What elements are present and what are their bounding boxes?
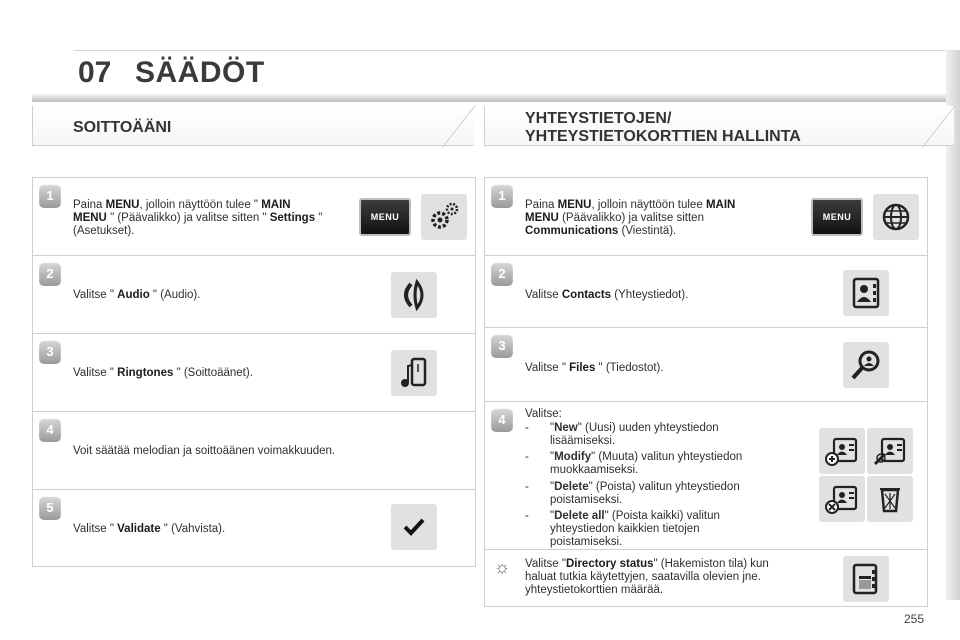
page-number: 255 — [904, 612, 925, 626]
menu-button[interactable]: MENU — [359, 198, 411, 236]
chapter-title: SÄÄDÖT — [135, 56, 265, 89]
step-badge: 1 — [491, 184, 513, 208]
list-item-delete: - "Delete" (Poista) valitun yhteystiedon poistamiseksi. — [525, 481, 740, 506]
step-badge: 1 — [39, 184, 61, 208]
chapter-underline — [32, 94, 952, 102]
step-2-text: Valitse Contacts (Yhteystiedot). — [525, 289, 689, 301]
menu-button[interactable]: MENU — [811, 198, 863, 236]
right-heading-line-1: YHTEYSTIETOJEN/ — [525, 110, 672, 127]
directory-status-icon — [843, 556, 889, 602]
left-step-3 — [33, 334, 475, 412]
step-badge: 5 — [39, 496, 61, 520]
step-4-intro: Valitse: — [525, 408, 562, 420]
right-step-1 — [485, 178, 927, 256]
left-steps-panel — [32, 177, 476, 567]
tip-sun-icon: ☼ — [493, 557, 511, 577]
delete-contact-icon — [819, 476, 865, 522]
audio-icon — [391, 272, 437, 318]
right-step-tip — [485, 550, 927, 608]
communications-globe-icon — [873, 194, 919, 240]
step-1-text: Paina MENU, jolloin näyttöön tulee MAIN MENU (Päävalikko) ja valitse sitten Communications (Viestintä). — [525, 199, 736, 237]
step-5-text: Valitse " Validate " (Vahvista). — [73, 523, 226, 535]
settings-gears-icon — [421, 194, 467, 240]
step-2-text: Valitse " Audio " (Audio). — [73, 289, 201, 301]
step-badge: 2 — [39, 262, 61, 286]
chapter-number: 07 — [78, 56, 112, 89]
contacts-card-icon — [843, 270, 889, 316]
right-steps-panel — [484, 177, 928, 607]
right-step-3 — [485, 328, 927, 402]
chapter-header — [32, 50, 952, 102]
step-badge: 3 — [39, 340, 61, 364]
left-step-1 — [33, 178, 475, 256]
modify-contact-icon — [867, 428, 913, 474]
left-step-4 — [33, 412, 475, 490]
delete-all-trash-icon — [867, 476, 913, 522]
list-item-new: - "New" (Uusi) uuden yhteystiedon lisäämiseksi. — [525, 422, 719, 447]
left-step-2 — [33, 256, 475, 334]
new-contact-icon — [819, 428, 865, 474]
right-step-4 — [485, 402, 927, 550]
left-section-heading — [32, 106, 474, 146]
step-badge: 3 — [491, 334, 513, 358]
step-3-text: Valitse " Ringtones " (Soittoäänet). — [73, 367, 253, 379]
step-badge: 2 — [491, 262, 513, 286]
files-search-icon — [843, 342, 889, 388]
list-item-delete-all: - "Delete all" (Poista kaikki) valitun yhteystiedon kaikkien tietojen poistamiseksi. — [525, 510, 720, 548]
list-item-modify: - "Modify" (Muuta) valitun yhteystiedon muokkaamiseksi. — [525, 451, 743, 476]
tip-text: Valitse "Directory status" (Hakemiston tila) kun haluat tutkia käytettyjen, saatavilla olevien jne. yhteystietokorttien määrää. — [525, 558, 769, 596]
step-badge: 4 — [491, 408, 513, 432]
step-1-text: Paina MENU, jolloin näyttöön tulee " MAIN MENU " (Päävalikko) ja valitse sitten " Settings " (Asetukset). — [73, 199, 323, 237]
step-4-text: Voit säätää melodian ja soittoäänen voimakkuuden. — [73, 445, 336, 457]
step-badge: 4 — [39, 418, 61, 442]
right-step-2 — [485, 256, 927, 328]
right-heading-line-2: YHTEYSTIETOKORTTIEN HALLINTA — [525, 128, 801, 145]
right-section-heading — [484, 106, 954, 146]
ringtone-phone-icon — [391, 350, 437, 396]
checkmark-icon — [391, 504, 437, 550]
left-step-5 — [33, 490, 475, 568]
step-3-text: Valitse " Files " (Tiedostot). — [525, 362, 664, 374]
left-heading-text: SOITTOÄÄNI — [73, 119, 172, 136]
